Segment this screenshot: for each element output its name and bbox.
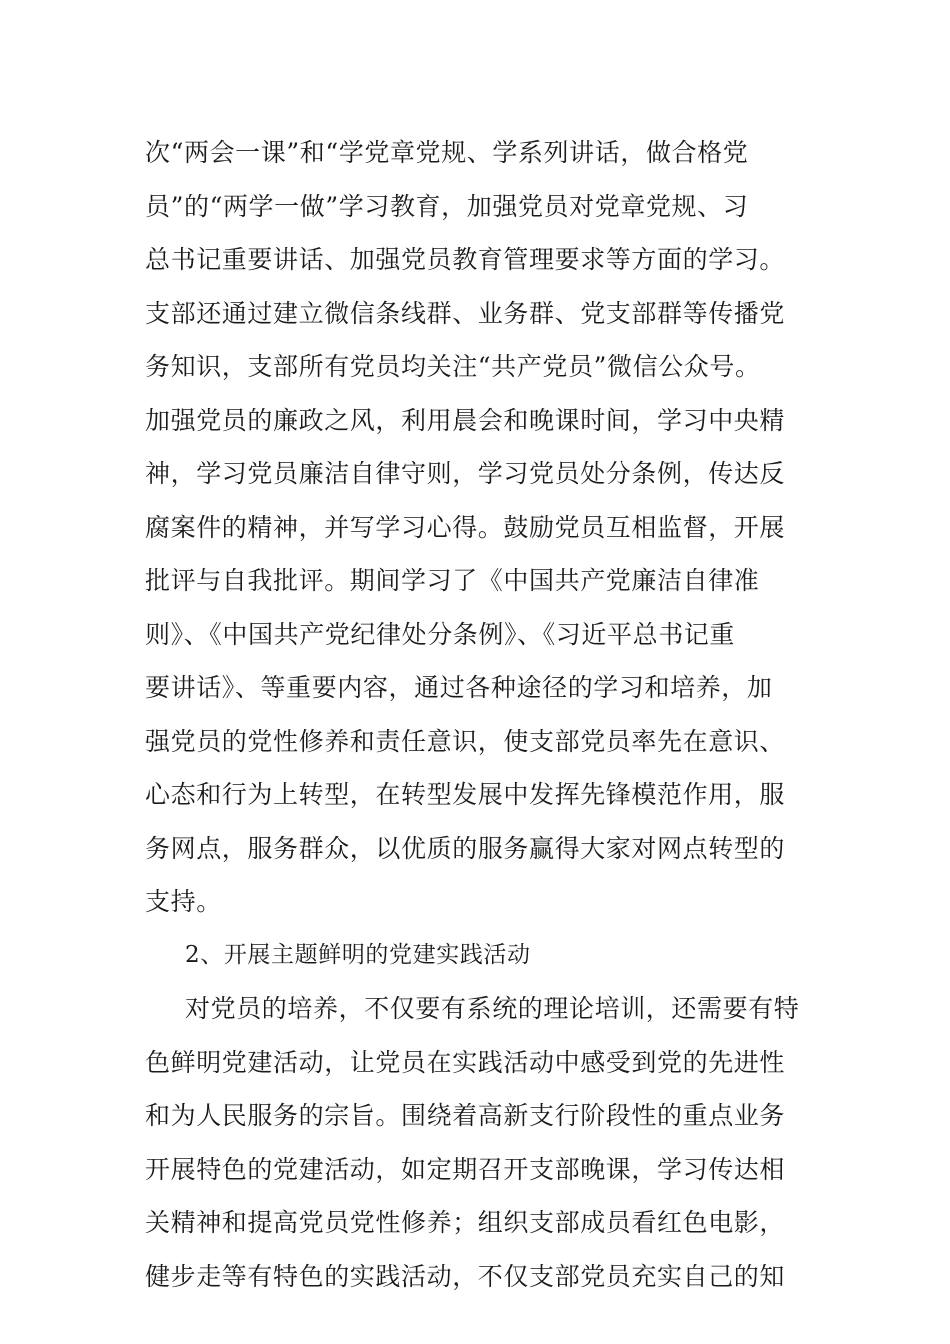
text-line: 则》、《中国共产党纪律处分条例》、《习近平总书记重 <box>145 619 736 649</box>
text-line: 总书记重要讲话、加强党员教育管理要求等方面的学习。 <box>145 245 786 274</box>
text-line: 神，学习党员廉洁自律守则，学习党员处分条例，传达反 <box>145 459 786 488</box>
text-line: 次“两会一课”和“学党章党规、学系列讲话，做合格党 <box>145 138 749 167</box>
body-text <box>145 126 810 1303</box>
text-line: 色鲜明党建活动，让党员在实践活动中感受到党的先进性 <box>145 1047 786 1077</box>
text-line: 健步走等有特色的实践活动，不仅支部党员充实自己的知 <box>145 1261 786 1291</box>
text-line: 强党员的党性修养和责任意识，使支部党员率先在意识、 <box>145 726 786 756</box>
text-line: 员”的“两学一做”学习教育，加强党员对党章党规、习 <box>145 191 749 221</box>
text-line: 对党员的培养，不仅要有系统的理论培训，还需要有特 <box>185 994 800 1023</box>
text-line: 加强党员的廉政之风，利用晨会和晚课时间，学习中央精 <box>145 405 786 435</box>
text-line: 批评与自我批评。期间学习了《中国共产党廉洁自律准 <box>145 566 760 595</box>
text-line: 心态和行为上转型，在转型发展中发挥先锋模范作用，服 <box>145 780 786 809</box>
section-heading: 2、开展主题鲜明的党建实践活动 <box>185 941 531 968</box>
text-line: 和为人民服务的宗旨。围绕着高新支行阶段性的重点业务 <box>145 1101 786 1130</box>
text-line: 务知识，支部所有党员均关注“共产党员”微信公众号。 <box>145 352 761 381</box>
text-line: 务网点，服务群众，以优质的服务赢得大家对网点转型的 <box>145 833 786 863</box>
text-line: 腐案件的精神，并写学习心得。鼓励党员互相监督，开展 <box>145 512 786 542</box>
text-line: 开展特色的党建活动，如定期召开支部晚课，学习传达相 <box>145 1154 786 1184</box>
text-line: 支部还通过建立微信条线群、业务群、党支部群等传播党 <box>145 298 786 328</box>
text-line: 支持。 <box>145 887 222 916</box>
text-line: 关精神和提高党员党性修养；组织支部成员看红色电影， <box>145 1208 786 1237</box>
text-line: 要讲话》、等重要内容，通过各种途径的学习和培养，加 <box>145 673 773 702</box>
